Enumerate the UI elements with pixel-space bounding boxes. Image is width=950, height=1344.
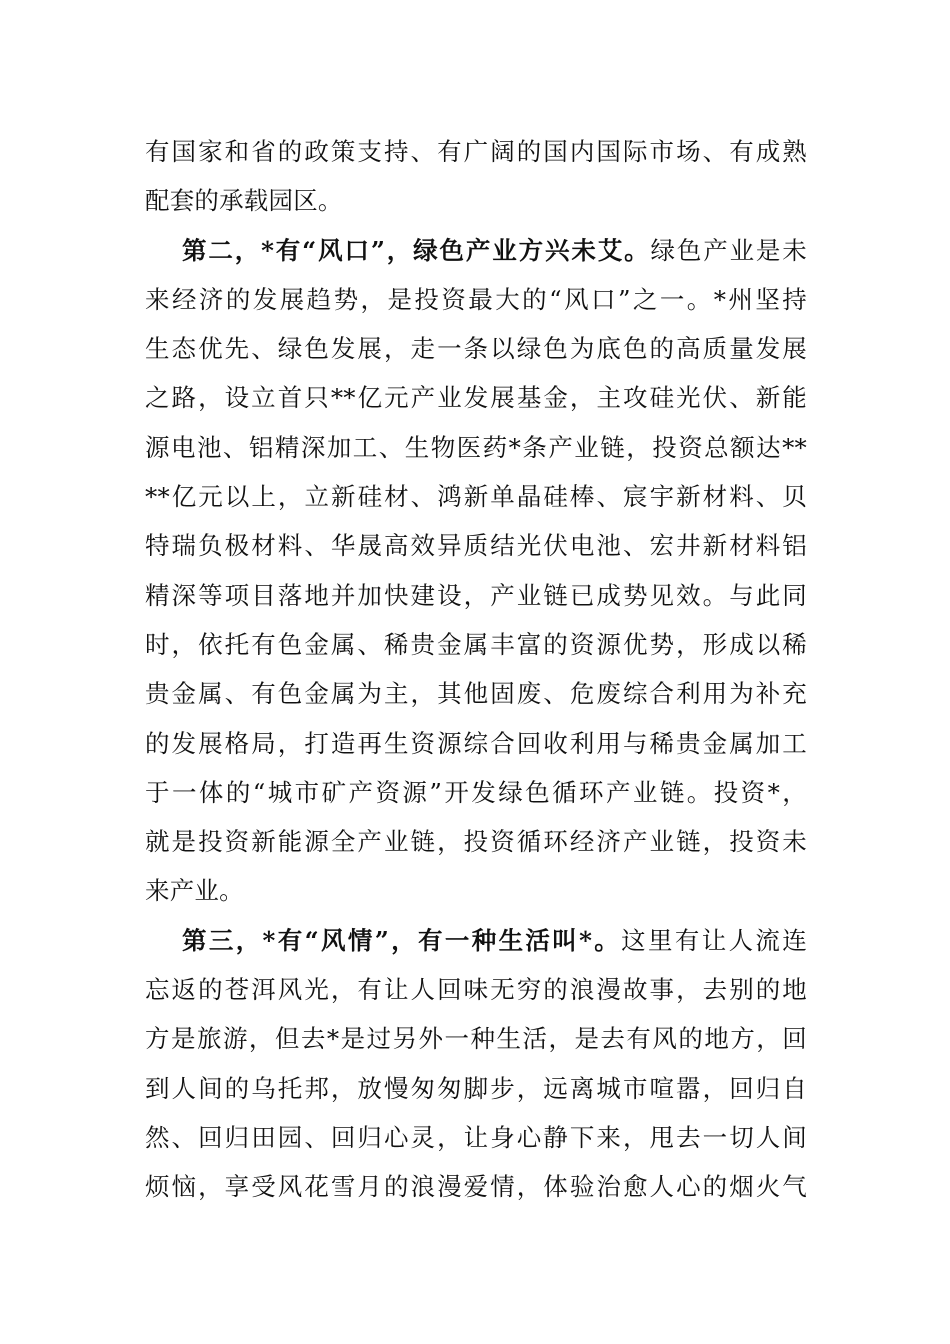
text-line: 到人间的乌托邦，放慢匆匆脚步，远离城市喧嚣，回归自	[145, 1073, 807, 1103]
text-line: 然、回归田园、回归心灵，让身心静下来，甩去一切人间	[145, 1122, 807, 1152]
text-line: 配套的承载园区。	[145, 186, 343, 216]
paragraph-first-line	[145, 916, 807, 965]
document-body	[145, 127, 807, 1212]
paragraph-heading: 第二，*有“风口”，绿色产业方兴未艾。	[182, 235, 651, 265]
text-line: 生态优先、绿色发展，走一条以绿色为底色的高质量发展	[145, 334, 807, 364]
text-line: 有国家和省的政策支持、有广阔的国内国际市场、有成熟	[145, 137, 807, 166]
text-line: 之路，设立首只**亿元产业发展基金，主攻硅光伏、新能	[145, 383, 807, 413]
text-line: 来产业。	[145, 876, 244, 906]
paragraph-3	[145, 916, 807, 1212]
text-span: 这里有让人流连	[621, 925, 807, 955]
paragraph-first-line	[145, 226, 807, 275]
paragraph-2	[145, 226, 807, 916]
text-line: 就是投资新能源全产业链，投资循环经济产业链，投资未	[145, 827, 807, 857]
text-line: 方是旅游，但去*是过另外一种生活，是去有风的地方，回	[145, 1024, 807, 1054]
text-line: 于一体的“城市矿产资源”开发绿色循环产业链。投资*，	[145, 777, 807, 807]
text-line: 源电池、铝精深加工、生物医药*条产业链，投资总额达**	[145, 432, 807, 462]
text-line: 忘返的苍洱风光，有让人回味无穷的浪漫故事，去别的地	[145, 975, 807, 1005]
text-line: 贵金属、有色金属为主，其他固废、危废综合利用为补充	[145, 679, 807, 709]
text-line: 烦恼，享受风花雪月的浪漫爱情，体验治愈人心的烟火气	[145, 1172, 807, 1202]
text-line: 的发展格局，打造再生资源综合回收利用与稀贵金属加工	[145, 728, 807, 758]
text-line: 时，依托有色金属、稀贵金属丰富的资源优势，形成以稀	[145, 629, 807, 659]
paragraph-heading: 第三，*有“风情”，有一种生活叫*。	[182, 925, 622, 955]
text-span: 绿色产业是未	[650, 235, 808, 265]
paragraph-1	[145, 127, 807, 226]
text-line: 来经济的发展趋势，是投资最大的“风口”之一。*州坚持	[145, 284, 807, 314]
text-line: 精深等项目落地并加快建设，产业链已成势见效。与此同	[145, 580, 807, 610]
text-line: 特瑞负极材料、华晟高效异质结光伏电池、宏井新材料铝	[145, 531, 807, 561]
text-line: **亿元以上，立新硅材、鸿新单晶硅棒、宸宇新材料、贝	[145, 482, 807, 512]
